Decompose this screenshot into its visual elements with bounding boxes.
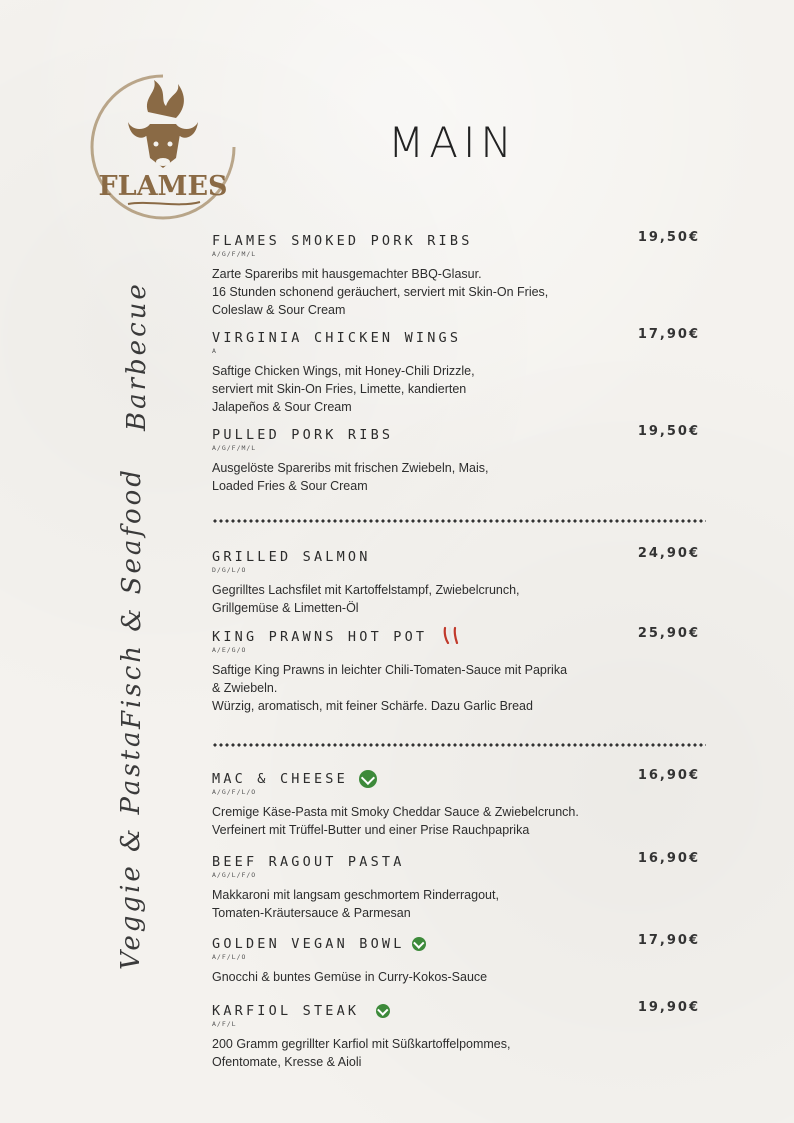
item-allergens: A/G/F/M/L [212, 444, 257, 452]
desc-line: Saftige Chicken Wings, mit Honey-Chili Drizzle, [212, 364, 475, 378]
desc-line: Jalapeños & Sour Cream [212, 400, 352, 414]
item-name: PULLED PORK RIBS [212, 426, 394, 443]
flames-logo-icon [88, 72, 238, 222]
item-price: 17,90€ [637, 327, 700, 342]
item-price: 19,50€ [637, 424, 700, 439]
desc-line: Tomaten-Kräutersauce & Parmesan [212, 906, 411, 920]
item-allergens: D/G/L/O [212, 566, 247, 574]
desc-line: Cremige Käse-Pasta mit Smoky Cheddar Sauce & Zwiebelcrunch. [212, 805, 579, 819]
desc-line: Ausgelöste Spareribs mit frischen Zwiebeln, Mais, [212, 461, 489, 475]
desc-line: Gnocchi & buntes Gemüse in Curry-Kokos-Sauce [212, 970, 488, 984]
desc-line: & Zwiebeln. [212, 681, 278, 695]
item-description [212, 968, 702, 986]
menu-item [212, 424, 702, 495]
vegan-leaf-icon [359, 770, 377, 788]
section-label-seafood: Fisch & Seafood [117, 467, 147, 729]
item-price: 25,90€ [637, 626, 700, 641]
item-description [212, 1035, 702, 1071]
desc-line: serviert mit Skin-On Fries, Limette, kandierten [212, 382, 467, 396]
desc-line: Ofentomate, Kresse & Aioli [212, 1055, 362, 1069]
menu-item [212, 1000, 702, 1071]
item-description [212, 661, 702, 715]
vegan-leaf-icon [412, 937, 426, 951]
item-price: 24,90€ [637, 546, 700, 561]
item-price: 16,90€ [637, 851, 700, 866]
desc-line: Coleslaw & Sour Cream [212, 303, 346, 317]
item-price: 19,50€ [637, 230, 700, 245]
item-price: 17,90€ [637, 933, 700, 948]
section-label-barbecue: Barbecue [122, 281, 152, 431]
menu-item [212, 933, 702, 986]
desc-line: Gegrilltes Lachsfilet mit Kartoffelstampf, Zwiebelcrunch, [212, 583, 520, 597]
item-name: KING PRAWNS HOT POT [212, 629, 428, 645]
item-description [212, 265, 702, 319]
item-name: VIRGINIA CHICKEN WINGS [212, 329, 462, 346]
desc-line: Grillgemüse & Limetten-Öl [212, 601, 359, 615]
logo-text: FLAMES [98, 171, 228, 202]
vegan-leaf-icon [376, 1004, 390, 1018]
item-name: FLAMES SMOKED PORK RIBS [212, 232, 473, 249]
item-price: 16,90€ [637, 768, 700, 783]
item-name: GRILLED SALMON [212, 548, 371, 565]
item-price: 19,90€ [637, 1000, 700, 1015]
item-name: GOLDEN VEGAN BOWL [212, 935, 405, 952]
item-allergens: A/F/L/O [212, 953, 247, 961]
desc-line: Saftige King Prawns in leichter Chili-Tomaten-Sauce mit Paprika [212, 663, 568, 677]
section-divider [212, 742, 706, 748]
page-title: MAIN [388, 118, 517, 167]
item-name: MAC & CHEESE [212, 770, 348, 787]
desc-line: Zarte Spareribs mit hausgemachter BBQ-Glasur. [212, 267, 482, 281]
menu-item [212, 230, 702, 319]
item-description [212, 459, 702, 495]
item-allergens: A/G/L/F/O [212, 871, 257, 879]
desc-line: 200 Gramm gegrillter Karfiol mit Süßkartoffelpommes, [212, 1037, 511, 1051]
chili-icon [442, 626, 460, 648]
item-allergens: A/G/F/L/O [212, 788, 257, 796]
section-divider [212, 518, 706, 524]
desc-line: Verfeinert mit Trüffel-Butter und einer Prise Rauchpaprika [212, 823, 530, 837]
desc-line: Würzig, aromatisch, mit feiner Schärfe. Dazu Garlic Bread [212, 699, 533, 713]
desc-line: Makkaroni mit langsam geschmortem Rinderragout, [212, 888, 499, 902]
item-allergens: A/F/L [212, 1020, 237, 1028]
flames-logo [88, 72, 238, 222]
desc-line: Loaded Fries & Sour Cream [212, 479, 368, 493]
item-description [212, 581, 702, 617]
item-description [212, 362, 702, 416]
menu-item [212, 546, 702, 617]
item-name: KARFIOL STEAK [212, 1002, 360, 1019]
item-allergens: A/E/G/O [212, 646, 247, 654]
item-allergens: A/G/F/M/L [212, 250, 257, 258]
item-name: BEEF RAGOUT PASTA [212, 853, 405, 870]
item-allergens: A [212, 347, 217, 355]
item-description [212, 803, 702, 839]
menu-item [212, 851, 702, 922]
desc-line: 16 Stunden schonend geräuchert, serviert mit Skin-On Fries, [212, 285, 549, 299]
menu-item [212, 626, 702, 715]
menu-item [212, 327, 702, 416]
menu-item [212, 768, 702, 839]
item-description [212, 886, 702, 922]
section-label-veggie-pasta: Veggie & Pasta [116, 728, 146, 970]
